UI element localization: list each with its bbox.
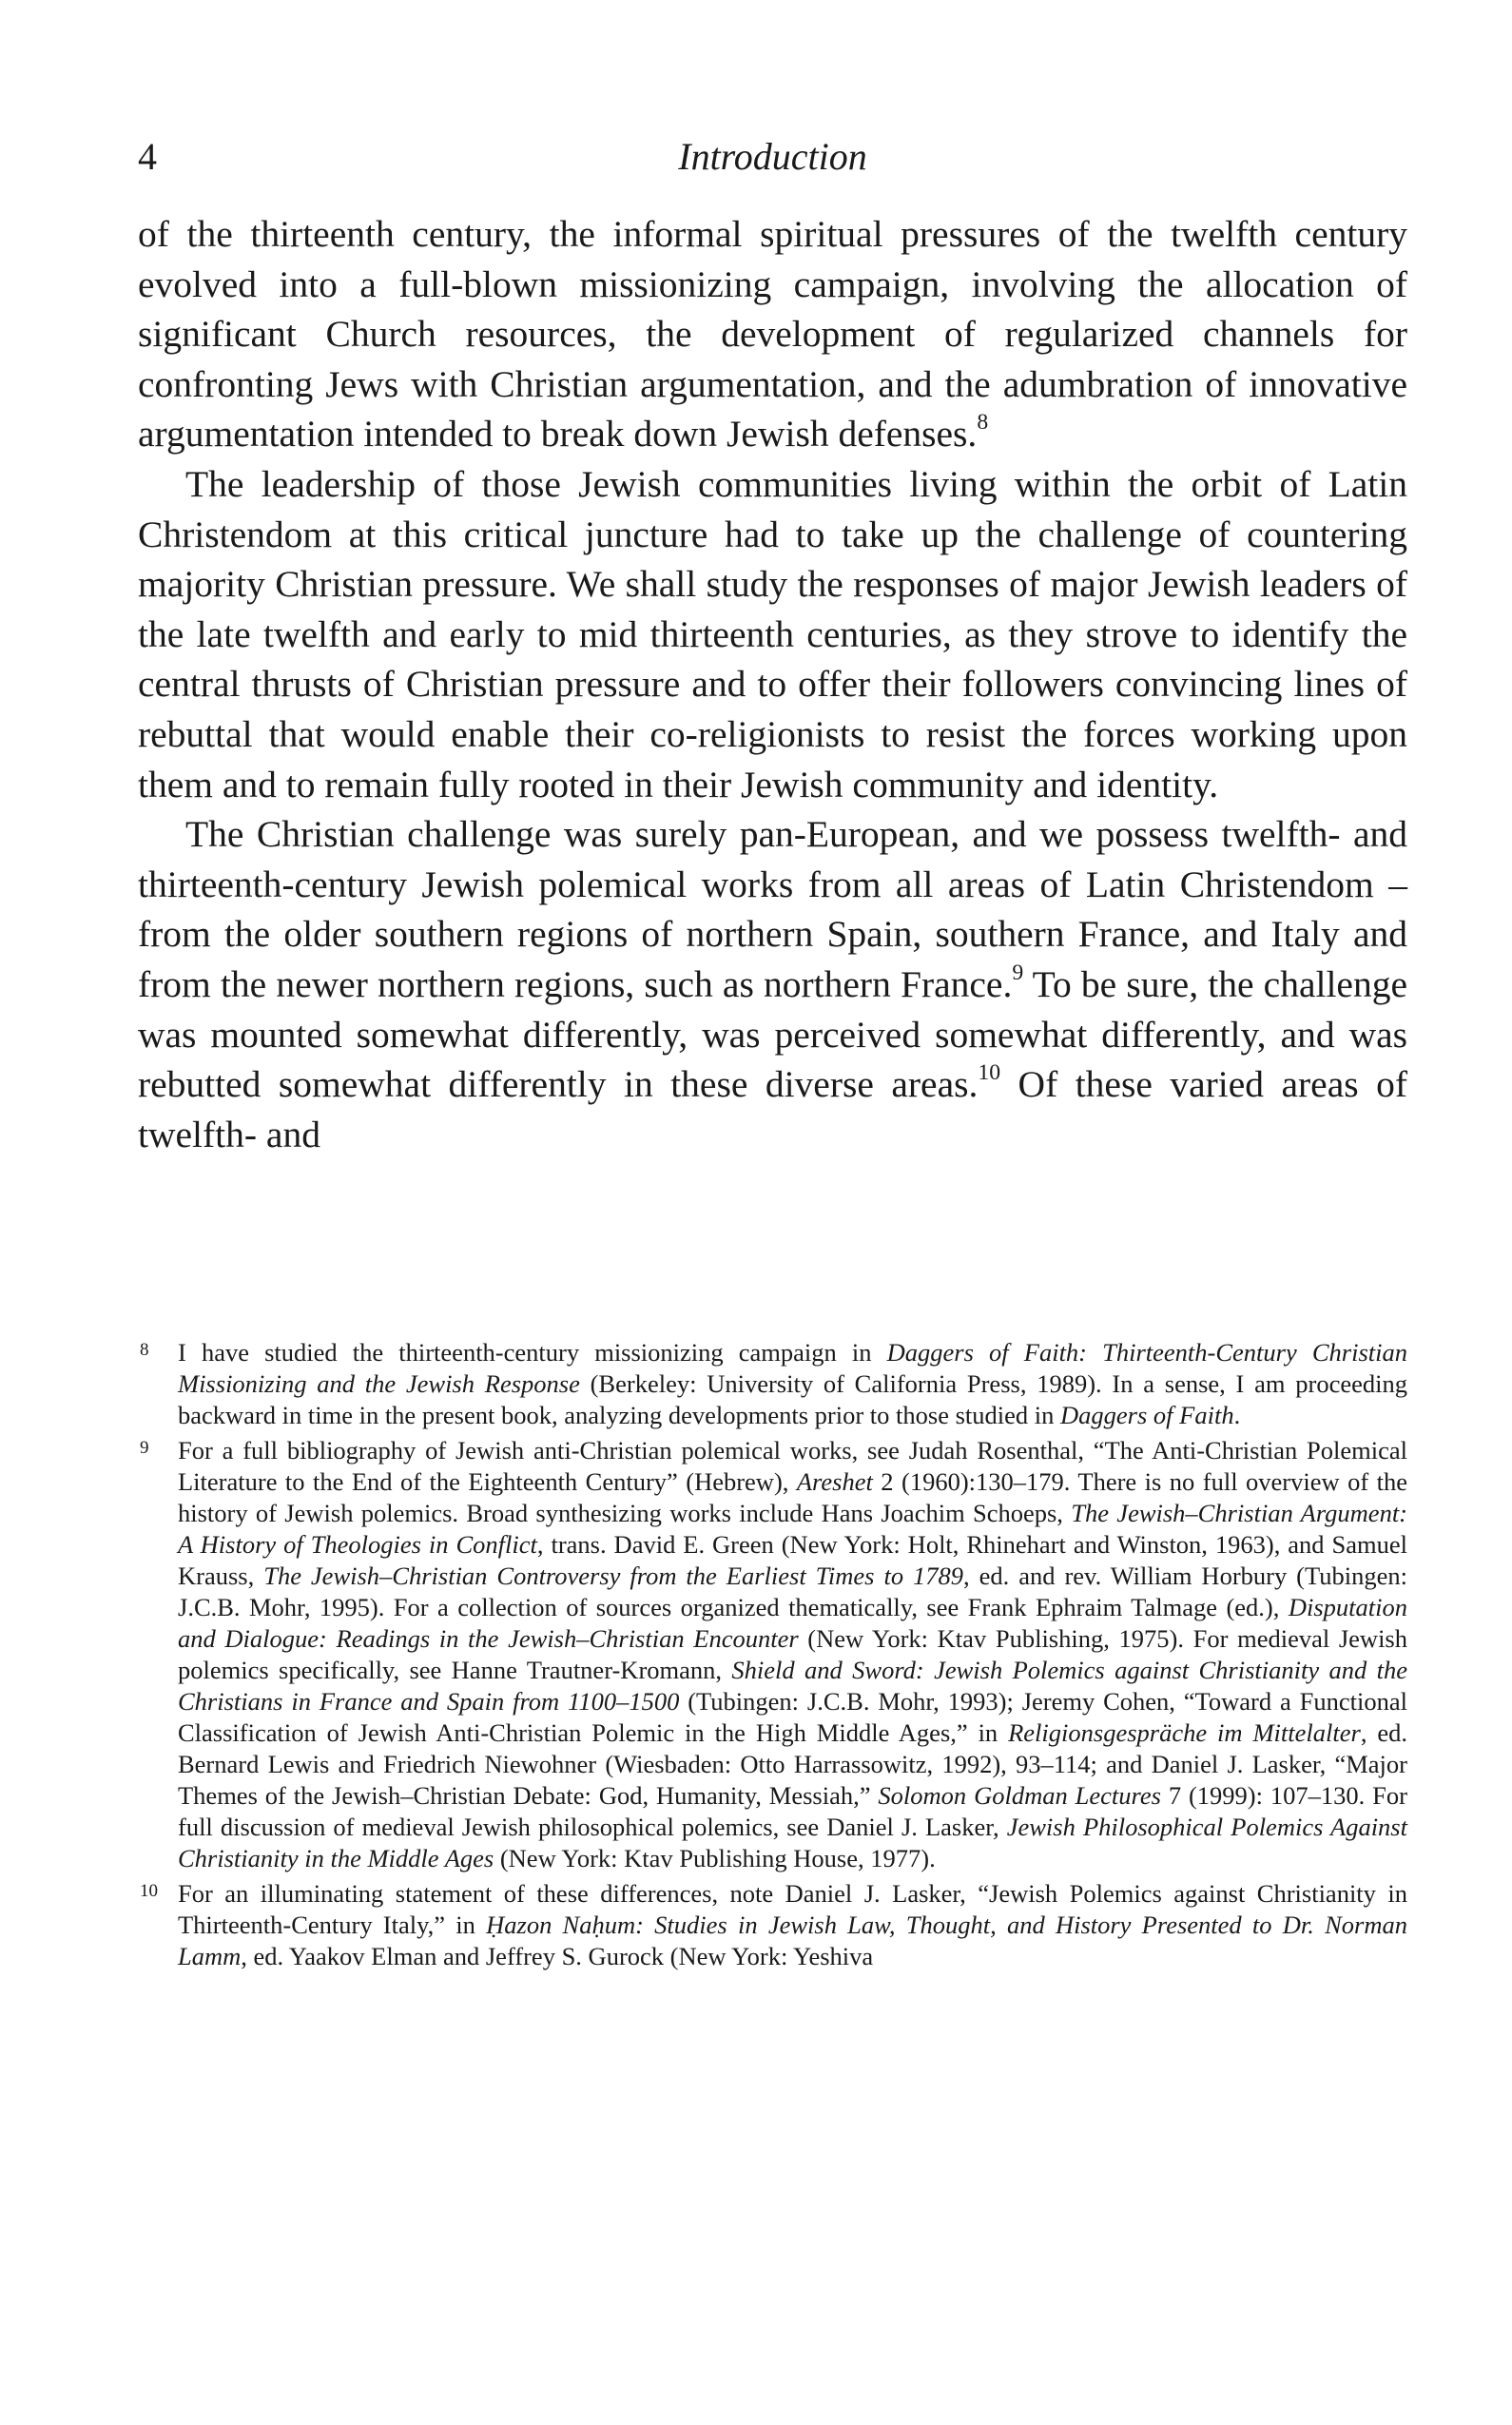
footnote-title: Daggers of Faith: [1060, 1401, 1234, 1429]
footnote-span: , ed. and rev. William Horbury (Tubingen: J.C.B. Mohr, 1995). For a collection of sources organized thematically, see Frank Ephraim Talmage (ed.),: [178, 1562, 1408, 1621]
paragraph-1: [138, 209, 1407, 459]
body-text: [138, 209, 1407, 1159]
footnote-span: (Tubingen: J.C.B. Mohr, 1993); Jeremy Cohen, “Toward a Functional Classification of Jewish Anti-Christian Polemic in the High Middle Ages,” in: [178, 1687, 1407, 1747]
note-ref-9: 9: [1012, 960, 1024, 986]
footnote-span: (New York: Ktav Publishing, 1975). For medieval Jewish polemics specifically, see Hanne Trautner-Kromann,: [178, 1624, 1407, 1684]
paragraph-3-part-3: Of these varied areas of twelfth- and: [138, 1063, 1407, 1155]
footnote-span: , trans. David E. Green (New York: Holt, Rhinehart and Winston, 1963), and Samuel Krauss,: [178, 1530, 1407, 1590]
paragraph-1-text: of the thirteenth century, the informal spiritual pressures of the twelfth century evolved into a full-blown missionizing campaign, involving the allocation of significant Church resources, the development of regularized channels for confronting Jews with Christian argumentation, and the adumbration of innovative argumentation intended to break down Jewish defenses.: [138, 213, 1407, 456]
footnote-title: Solomon Goldman Lectures: [878, 1781, 1161, 1810]
paragraph-3: [138, 809, 1407, 1159]
footnote-title: Disputation and Dialogue: Readings in the Jewish–Christian Encounter: [178, 1593, 1407, 1653]
footnote-10: [138, 1878, 1407, 1972]
note-ref-10: 10: [978, 1060, 1001, 1086]
footnote-span: (New York: Ktav Publishing House, 1977).: [494, 1844, 936, 1872]
footnote-title: Shield and Sword: Jewish Polemics against Christianity and the Christians in France and Spain from 1100–1500: [178, 1656, 1408, 1716]
footnote-title: The Jewish–Christian Argument: A History of Theologies in Conflict: [178, 1499, 1408, 1559]
footnote-9: [138, 1435, 1407, 1874]
footnote-text: [178, 1878, 1407, 1972]
running-head: [138, 128, 1407, 185]
footnote-span: .: [1233, 1401, 1241, 1429]
footnote-number: 10: [140, 1881, 158, 1901]
footnote-text: [178, 1337, 1407, 1431]
paragraph-3-part-2: To be sure, the challenge was mounted somewhat differently, was perceived somewhat differently, and was rebutted somewhat differently in these diverse areas.: [138, 962, 1407, 1106]
footnotes: [138, 1337, 1407, 1976]
footnote-number: 9: [140, 1438, 149, 1458]
running-title: Introduction: [678, 135, 867, 178]
footnote-span: (Berkeley: University of California Press, 1989). In a sense, I am proceeding backward in time in the present book, analyzing developments prior to those studied in: [178, 1369, 1407, 1429]
paragraph-3-part-1: The Christian challenge was surely pan-European, and we possess twelfth- and thirteenth-century Jewish polemical works from all areas of Latin Christendom – from the older southern regions of northern Spain, southern France, and Italy and from the newer northern regions, such as northern France.: [138, 813, 1407, 1005]
footnote-span: 7 (1999): 107–130. For full discussion of medieval Jewish philosophical polemics, see Daniel J. Lasker,: [178, 1781, 1407, 1841]
footnote-title: Jewish Philosophical Polemics Against Christianity in the Middle Ages: [178, 1813, 1407, 1872]
footnote-span: For an illuminating statement of these differences, note Daniel J. Lasker, “Jewish Polemics against Christianity in Thirteenth-Century Italy,” in: [178, 1879, 1407, 1939]
page-number: 4: [138, 135, 157, 178]
footnote-title: Religionsgespräche im Mittelalter: [1008, 1718, 1361, 1747]
footnote-title: The Jewish–Christian Controversy from the Earliest Times to 1789: [263, 1562, 964, 1590]
footnote-number: 8: [140, 1340, 149, 1360]
footnote-span: , ed. Yaakov Elman and Jeffrey S. Gurock (New York: Yeshiva: [241, 1942, 874, 1970]
footnote-span: I have studied the thirteenth-century missionizing campaign in: [178, 1338, 887, 1367]
footnote-span: 2 (1960):130–179. There is no full overview of the history of Jewish polemics. Broad synthesizing works include Hans Joachim Schoeps,: [178, 1467, 1408, 1527]
footnote-span: , ed. Bernard Lewis and Friedrich Niewohner (Wiesbaden: Otto Harrassowitz, 1992), 93–114; and Daniel J. Lasker, “Major Themes of the Jewish–Christian Debate: God, Humanity, Messiah,”: [178, 1718, 1407, 1810]
note-ref-8: 8: [977, 410, 989, 436]
footnote-text: [178, 1435, 1407, 1874]
footnote-title: Ḥazon Naḥum: Studies in Jewish Law, Thought, and History Presented to Dr. Norman Lamm: [178, 1911, 1407, 1970]
footnote-title: Areshet: [796, 1467, 873, 1496]
paragraph-2: The leadership of those Jewish communities living within the orbit of Latin Christendom at this critical juncture had to take up the challenge of countering majority Christian pressure. We shall study the responses of major Jewish leaders of the late twelfth and early to mid thirteenth centuries, as they strove to identify the central thrusts of Christian pressure and to offer their followers convincing lines of rebuttal that would enable their co-religionists to resist the forces working upon them and to remain fully rooted in their Jewish community and identity.: [138, 462, 1407, 805]
footnote-8: [138, 1337, 1407, 1431]
footnote-span: For a full bibliography of Jewish anti-Christian polemical works, see Judah Rosenthal, “The Anti-Christian Polemical Literature to the End of the Eighteenth Century” (Hebrew),: [178, 1436, 1407, 1496]
footnote-title: Daggers of Faith: Thirteenth-Century Christian Missionizing and the Jewish Response: [178, 1338, 1407, 1398]
